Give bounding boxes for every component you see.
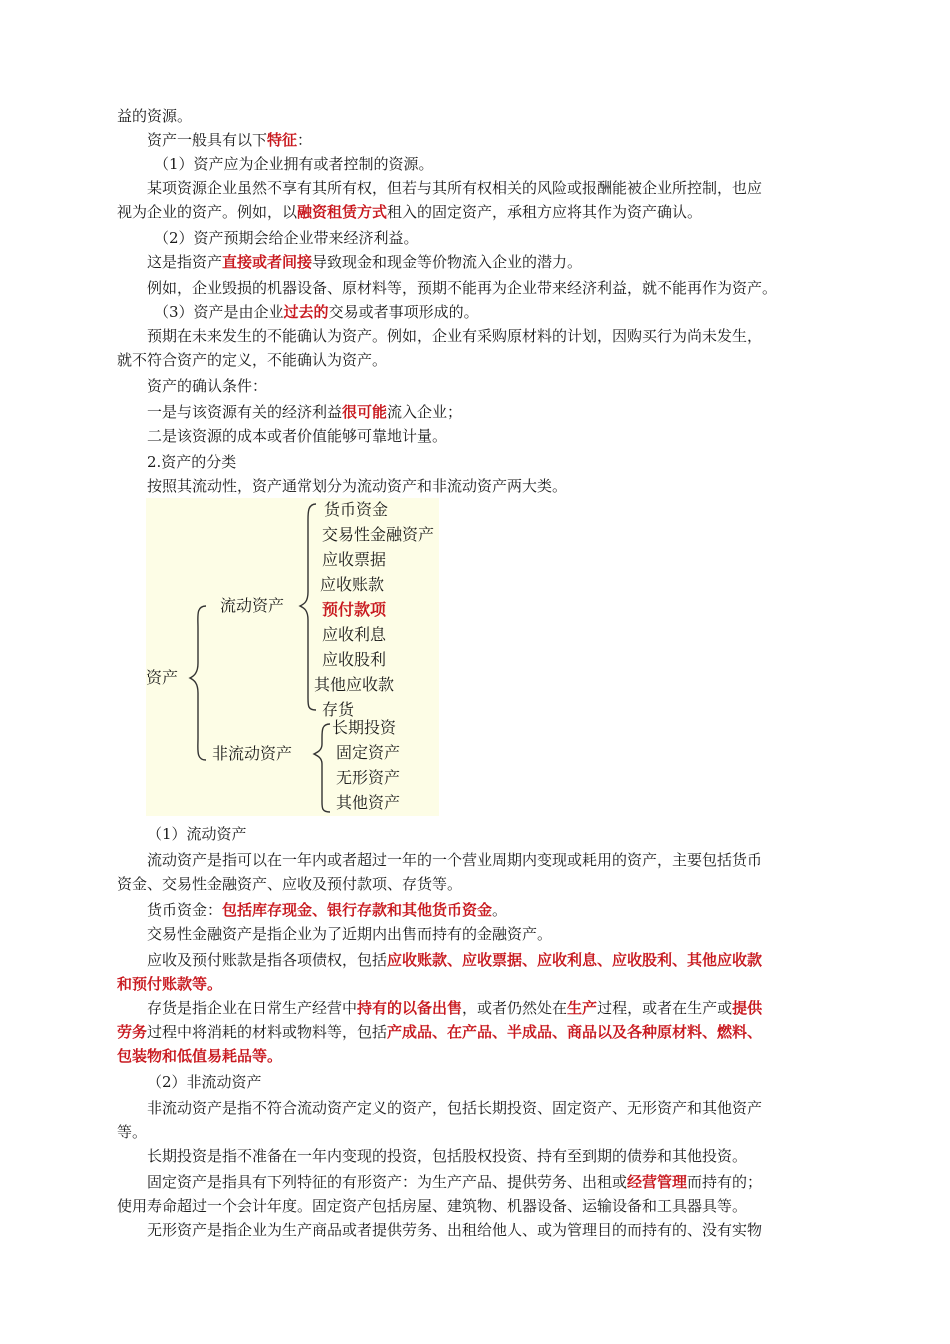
noncurrent-asset-item: 长期投资 bbox=[332, 718, 397, 737]
emphasis-text: 包括库存现金、银行存款和其他货币资金 bbox=[222, 901, 493, 919]
text-run: 视为企业的资产。例如，以 bbox=[117, 203, 298, 221]
current-asset-item: 交易性金融资产 bbox=[322, 525, 435, 544]
noncurrent-assets-label: 非流动资产 bbox=[212, 744, 293, 763]
paragraph-line: 无形资产是指企业为生产商品或者提供劳务、出租给他人、或为管理目的而持有的、没有实物 bbox=[147, 1221, 763, 1239]
text-run: 一是与该资源有关的经济利益 bbox=[147, 403, 343, 421]
paragraph-line bbox=[117, 1020, 837, 1044]
noncurrent-asset-item: 其他资产 bbox=[336, 793, 401, 812]
paragraph-line: （1）资产应为企业拥有或者控制的资源。 bbox=[154, 155, 434, 173]
paragraph-line: 益的资源。 bbox=[117, 107, 193, 125]
text-run: 这是指资产 bbox=[147, 253, 223, 271]
emphasis-text: 劳务 bbox=[117, 1023, 148, 1041]
section-heading: （2）非流动资产 bbox=[147, 1073, 262, 1091]
current-asset-item: 预付款项 bbox=[322, 600, 387, 619]
emphasis-text: 和预付账款等。 bbox=[117, 975, 223, 993]
paragraph-line: 等。 bbox=[117, 1123, 148, 1141]
current-asset-item: 存货 bbox=[322, 700, 355, 719]
paragraph-line: 预期在未来发生的不能确认为资产。例如，企业有采购原材料的计划，因购买行为尚未发生， bbox=[147, 327, 763, 345]
paragraph-line: 某项资源企业虽然不享有其所有权，但若与其所有权相关的风险或报酬能被企业所控制，也应 bbox=[147, 179, 763, 197]
section-heading: 2.资产的分类 bbox=[147, 453, 237, 471]
text-run: （3）资产是由企业 bbox=[154, 303, 284, 321]
text-run: ，或者仍然处在 bbox=[462, 999, 568, 1017]
paragraph-line bbox=[117, 996, 837, 1020]
text-run: 而持有的； bbox=[687, 1173, 763, 1191]
paragraph-line bbox=[117, 1170, 837, 1194]
paragraph-line bbox=[117, 200, 837, 224]
paragraph-line: 交易性金融资产是指企业为了近期内出售而持有的金融资产。 bbox=[147, 925, 553, 943]
emphasis-text: 产成品、在产品、半成品、商品以及各种原材料、燃料、 bbox=[387, 1023, 763, 1041]
text-run: 租入的固定资产，承租方应将其作为资产确认。 bbox=[387, 203, 703, 221]
paragraph-line: 例如，企业毁损的机器设备、原材料等，预期不能再为企业带来经济利益，就不能再作为资产。 bbox=[147, 279, 778, 297]
text-run: 应收及预付账款是指各项债权，包括 bbox=[147, 951, 388, 969]
current-asset-item: 应收股利 bbox=[322, 650, 387, 669]
text-run: 导致现金和现金等价物流入企业的潜力。 bbox=[312, 253, 583, 271]
paragraph-line: （2）资产预期会给企业带来经济利益。 bbox=[154, 229, 419, 247]
paragraph-line bbox=[117, 128, 837, 152]
emphasis-text: 包装物和低值易耗品等。 bbox=[117, 1047, 283, 1065]
text-run: 交易或者事项形成的。 bbox=[328, 303, 479, 321]
noncurrent-asset-item: 无形资产 bbox=[336, 768, 401, 787]
paragraph-line bbox=[117, 250, 837, 274]
emphasis-text: 融资租赁方式 bbox=[297, 203, 388, 221]
noncurrent-asset-item: 固定资产 bbox=[336, 743, 401, 762]
paragraph-line: 非流动资产是指不符合流动资产定义的资产，包括长期投资、固定资产、无形资产和其他资产 bbox=[147, 1099, 763, 1117]
text-run: 货币资金： bbox=[147, 901, 223, 919]
emphasis-text: 经营管理 bbox=[627, 1173, 688, 1191]
text-run: 存货是指企业在日常生产经营中 bbox=[147, 999, 358, 1017]
paragraph-line: 长期投资是指不准备在一年内变现的投资，包括股权投资、持有至到期的债券和其他投资。 bbox=[147, 1147, 748, 1165]
current-asset-item: 应收利息 bbox=[322, 625, 387, 644]
text-run: 流入企业； bbox=[387, 403, 463, 421]
emphasis-text: 直接或者间接 bbox=[222, 253, 313, 271]
text-run: 资产一般具有以下 bbox=[147, 131, 268, 149]
paragraph-line bbox=[117, 300, 837, 324]
section-heading: （1）流动资产 bbox=[147, 825, 247, 843]
emphasis-text: 特征 bbox=[267, 131, 298, 149]
root-label: 资产 bbox=[146, 668, 179, 687]
root-brace bbox=[190, 606, 206, 760]
emphasis-text: 持有的以备出售 bbox=[357, 999, 463, 1017]
emphasis-text: 过去的 bbox=[283, 303, 329, 321]
emphasis-text: 生产 bbox=[567, 999, 598, 1017]
text-run: 。 bbox=[492, 901, 508, 919]
paragraph-line bbox=[117, 948, 837, 972]
noncurrent-assets-brace bbox=[314, 724, 330, 812]
asset-classification-diagram bbox=[146, 498, 439, 816]
paragraph-line: 二是该资源的成本或者价值能够可靠地计量。 bbox=[147, 427, 448, 445]
text-run: ： bbox=[297, 131, 313, 149]
emphasis-text: 很可能 bbox=[342, 403, 388, 421]
paragraph-line: 就不符合资产的定义，不能确认为资产。 bbox=[117, 351, 388, 369]
text-run: 固定资产是指具有下列特征的有形资产：为生产产品、提供劳务、出租或 bbox=[147, 1173, 628, 1191]
paragraph-line: 流动资产是指可以在一年内或者超过一年的一个营业周期内变现或耗用的资产，主要包括货币 bbox=[147, 851, 763, 869]
text-run: 过程中将消耗的材料或物料等，包括 bbox=[147, 1023, 388, 1041]
text-run: 过程，或者在生产或 bbox=[597, 999, 733, 1017]
paragraph-line: 资产的确认条件： bbox=[147, 377, 268, 395]
paragraph-line: 资金、交易性金融资产、应收及预付款项、存货等。 bbox=[117, 875, 463, 893]
paragraph-line bbox=[117, 400, 837, 424]
paragraph-line bbox=[117, 898, 837, 922]
current-asset-item: 应收账款 bbox=[320, 575, 385, 594]
emphasis-text: 应收账款、应收票据、应收利息、应收股利、其他应收款 bbox=[387, 951, 763, 969]
current-asset-item: 货币资金 bbox=[324, 500, 389, 519]
paragraph-line bbox=[117, 972, 837, 996]
paragraph-line: 使用寿命超过一个会计年度。固定资产包括房屋、建筑物、机器设备、运输设备和工具器具等。 bbox=[117, 1197, 748, 1215]
current-assets-label: 流动资产 bbox=[220, 596, 285, 615]
emphasis-text: 提供 bbox=[732, 999, 763, 1017]
current-asset-item: 其他应收款 bbox=[314, 675, 395, 694]
paragraph-line: 按照其流动性，资产通常划分为流动资产和非流动资产两大类。 bbox=[147, 477, 568, 495]
paragraph-line bbox=[117, 1044, 837, 1068]
current-asset-item: 应收票据 bbox=[322, 550, 387, 569]
